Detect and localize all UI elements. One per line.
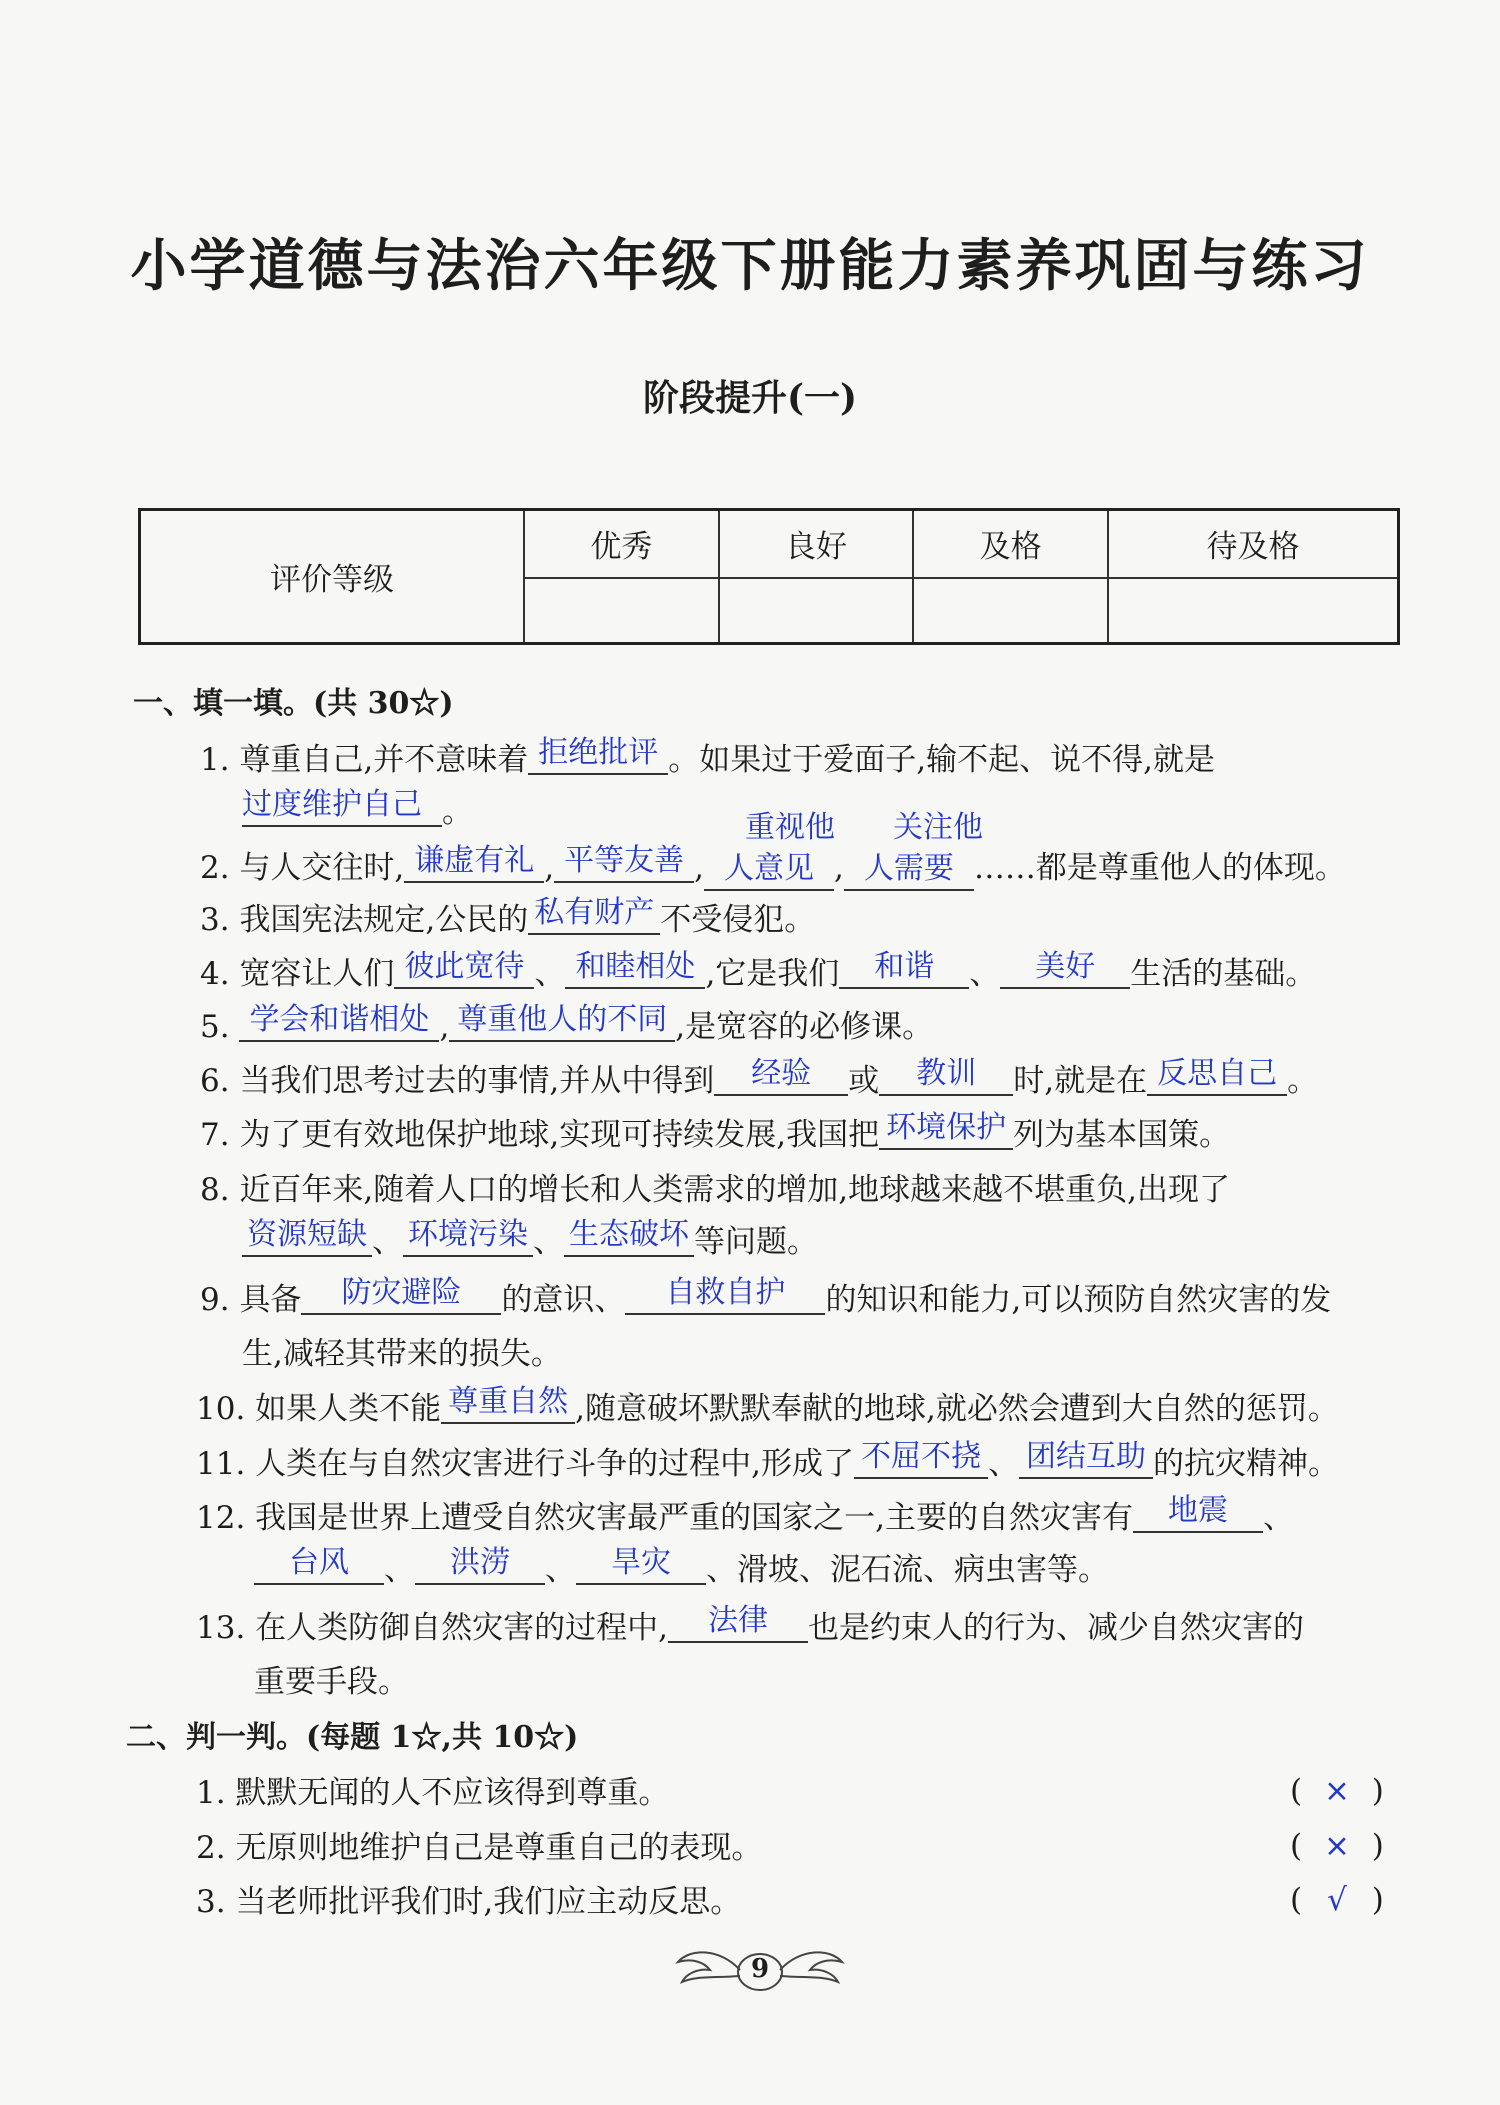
question-4: 4. 宽容让人们 彼此宽待 、 和睦相处 ,它是我们 和谐 、 美好 生活的基础。 — [200, 949, 1317, 992]
answer-blank: 过度维护自己 — [242, 785, 442, 827]
judge-mark: √ — [1327, 1882, 1347, 1918]
question-1: 1. 尊重自己,并不意味着 拒绝批评 。如果过于爱面子,输不起、说不得,就是 — [200, 735, 1216, 778]
question-2: 2. 与人交往时, 谦虚有礼 , 平等友善 , 人意见 , 人需要 ……都是尊重他人的体现。 — [200, 848, 1346, 891]
question-13: 13. 在人类防御自然灾害的过程中, 法律 也是约束人的行为、减少自然灾害的 — [196, 1603, 1305, 1646]
answer-blank: 生态破坏 — [564, 1215, 694, 1257]
question-7: 7. 为了更有效地保护地球,实现可持续发展,我国把 环境保护 列为基本国策。 — [200, 1110, 1231, 1153]
answer-blank: 反思自己 — [1147, 1054, 1287, 1096]
answer-blank: 地震 — [1133, 1491, 1263, 1533]
page-subtitle: 阶段提升(一) — [642, 377, 858, 419]
answer-blank: 美好 — [1000, 947, 1130, 989]
page-number-ornament — [670, 1940, 850, 2000]
answer-blank: 尊重他人的不同 — [449, 1000, 675, 1042]
question-10: 10. 如果人类不能 尊重自然 ,随意破坏默默奉献的地球,就必然会遭到大自然的惩罚。 — [196, 1384, 1339, 1427]
answer-blank: 拒绝批评 — [528, 733, 668, 775]
answer-blank: 洪涝 — [415, 1543, 545, 1585]
answer-blank: 和谐 — [839, 947, 969, 989]
page-number: 9 — [750, 1954, 770, 1984]
answer-annotation: 关注他 — [893, 810, 983, 845]
answer-blank: 尊重自然 — [441, 1382, 575, 1424]
answer-blank: 自救自护 — [625, 1273, 825, 1315]
section2-heading: 二、判一判。(每题 1☆,共 10☆) — [126, 1720, 579, 1755]
answer-blank: 环境保护 — [879, 1108, 1013, 1150]
answer-annotation: 重视他 — [745, 810, 835, 845]
answer-blank: 私有财产 — [528, 893, 660, 935]
judge-mark: × — [1323, 1773, 1350, 1809]
question-5: 5. 学会和谐相处 , 尊重他人的不同 ,是宽容的必修课。 — [200, 1002, 934, 1045]
judge-item: 3. 当老师批评我们时,我们应主动反思。 — [196, 1884, 742, 1920]
answer-blank: 环境污染 — [403, 1215, 533, 1257]
answer-blank: 和睦相处 — [565, 947, 705, 989]
grade-table — [138, 508, 1400, 645]
answer-blank: 学会和谐相处 — [239, 1000, 439, 1042]
answer-blank: 团结互助 — [1019, 1437, 1153, 1479]
question-13-cont: 重要手段。 — [254, 1664, 409, 1700]
question-8: 8. 近百年来,随着人口的增长和人类需求的增加,地球越来越不堪重负,出现了 — [200, 1172, 1230, 1208]
grade-row-label: 评价等级 — [140, 510, 525, 644]
answer-blank: 教训 — [879, 1054, 1013, 1096]
judge-item: 1. 默默无闻的人不应该得到尊重。 — [196, 1775, 670, 1811]
grade-level-good: 良好 — [719, 510, 914, 578]
question-6: 6. 当我们思考过去的事情,并从中得到 经验 或 教训 时,就是在 反思自己 。 — [200, 1056, 1319, 1099]
page-title: 小学道德与法治六年级下册能力素养巩固与练习 — [130, 233, 1370, 299]
grade-cell-good — [719, 578, 914, 644]
answer-blank: 谦虚有礼 — [404, 841, 544, 883]
answer-blank: 人意见 — [704, 849, 834, 891]
answer-blank: 平等友善 — [554, 841, 694, 883]
grade-cell-excellent — [524, 578, 719, 644]
question-9: 9. 具备 防灾避险 的意识、 自救自护 的知识和能力,可以预防自然灾害的发 — [200, 1275, 1332, 1318]
judge-answer-box: ( × ) — [1290, 1773, 1384, 1809]
judge-answer-box: ( √ ) — [1290, 1882, 1384, 1918]
grade-level-below: 待及格 — [1108, 510, 1399, 578]
question-11: 11. 人类在与自然灾害进行斗争的过程中,形成了 不屈不挠 、 团结互助 的抗灾精神。 — [196, 1439, 1340, 1482]
answer-blank: 资源短缺 — [242, 1215, 372, 1257]
grade-cell-pass — [913, 578, 1108, 644]
answer-blank: 彼此宽待 — [394, 947, 534, 989]
answer-blank: 人需要 — [844, 849, 974, 891]
judge-answer-box: ( × ) — [1290, 1828, 1384, 1864]
section1-heading: 一、填一填。(共 30☆) — [133, 686, 454, 721]
answer-blank: 防灾避险 — [301, 1273, 501, 1315]
question-3: 3. 我国宪法规定,公民的 私有财产 不受侵犯。 — [200, 895, 816, 938]
question-12: 12. 我国是世界上遭受自然灾害最严重的国家之一,主要的自然灾害有 地震 、 — [196, 1493, 1295, 1536]
judge-mark: × — [1323, 1828, 1350, 1864]
grade-cell-below — [1108, 578, 1399, 644]
question-9-cont: 生,减轻其带来的损失。 — [242, 1336, 562, 1372]
answer-blank: 经验 — [714, 1054, 848, 1096]
answer-blank: 法律 — [668, 1601, 808, 1643]
question-12-cont: 台风 、 洪涝 、 旱灾 、滑坡、泥石流、病虫害等。 — [254, 1550, 1109, 1593]
grade-level-excellent: 优秀 — [524, 510, 719, 578]
grade-level-pass: 及格 — [913, 510, 1108, 578]
question-1-cont: 过度维护自己 。 — [242, 787, 473, 830]
judge-item: 2. 无原则地维护自己是尊重自己的表现。 — [196, 1830, 763, 1866]
answer-blank: 不屈不挠 — [854, 1437, 988, 1479]
question-8-cont: 资源短缺 、 环境污染 、 生态破坏 等问题。 — [242, 1222, 818, 1265]
answer-blank: 旱灾 — [576, 1543, 706, 1585]
answer-blank: 台风 — [254, 1543, 384, 1585]
